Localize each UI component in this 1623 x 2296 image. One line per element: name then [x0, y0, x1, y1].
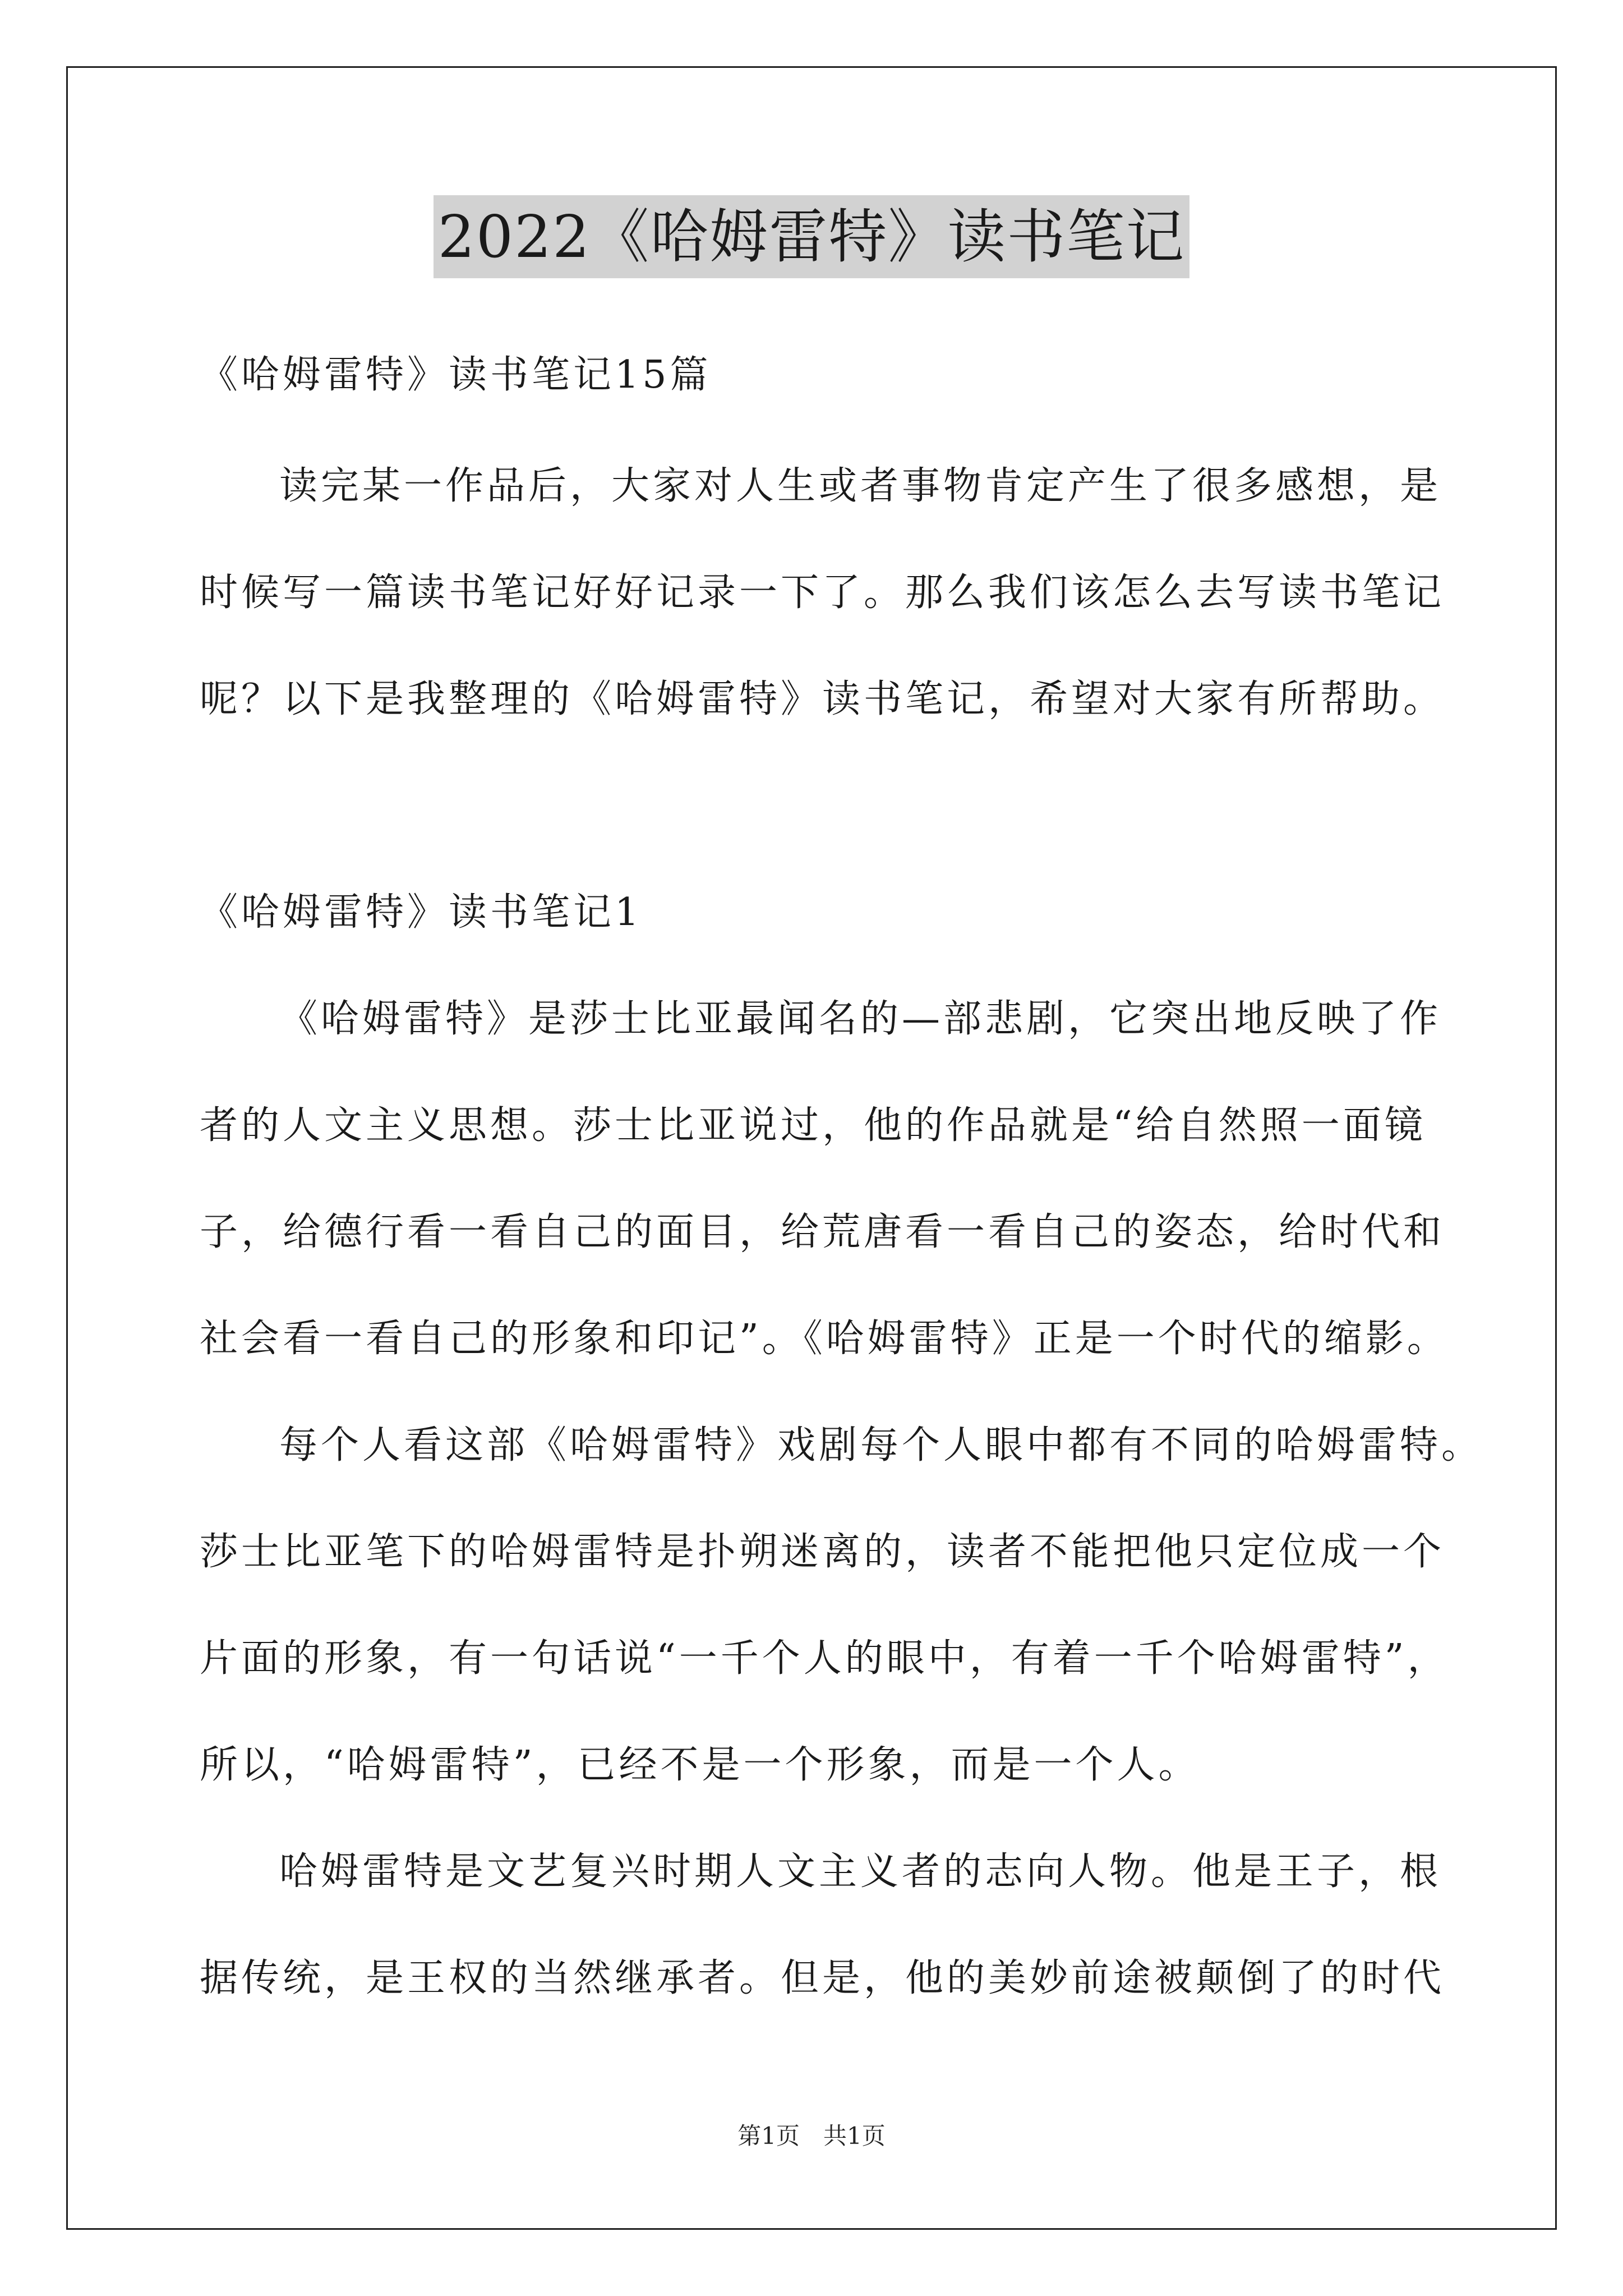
- body-line-3: 子，给德行看一看自己的面目，给荒唐看一看自己的姿态，给时代和: [200, 1210, 1445, 1254]
- body-line-1: 《哈姆雷特》是莎士比亚最闻名的—部悲剧，它突出地反映了作: [279, 997, 1442, 1041]
- intro-line-1: 读完某一作品后，大家对人生或者事物肯定产生了很多感想，是: [279, 464, 1442, 508]
- body-line-4: 社会看一看自己的形象和印记”。《哈姆雷特》正是一个时代的缩影。: [200, 1317, 1449, 1361]
- intro-line-3: 呢？以下是我整理的《哈姆雷特》读书笔记，希望对大家有所帮助。: [200, 677, 1445, 721]
- body-line-2: 者的人文主义思想。莎士比亚说过，他的作品就是“给自然照一面镜: [200, 1103, 1426, 1148]
- body-line-7: 片面的形象，有一句话说“一千个人的眼中，有着一千个哈姆雷特”，: [200, 1636, 1449, 1681]
- body-line-8: 所以，“哈姆雷特”，已经不是一个形象，而是一个人。: [200, 1743, 1200, 1787]
- intro-line-2: 时候写一篇读书笔记好好记录一下了。那么我们该怎么去写读书笔记: [200, 570, 1445, 615]
- section-heading: 《哈姆雷特》读书笔记1: [200, 890, 643, 935]
- body-line-6: 莎士比亚笔下的哈姆雷特是扑朔迷离的，读者不能把他只定位成一个: [200, 1530, 1445, 1574]
- page-footer: 第1页 共1页: [737, 2122, 886, 2150]
- body-line-5: 每个人看这部《哈姆雷特》戏剧每个人眼中都有不同的哈姆雷特。: [279, 1423, 1483, 1467]
- title-container: [0, 195, 1623, 278]
- body-line-9: 哈姆雷特是文艺复兴时期人文主义者的志向人物。他是王子，根: [279, 1849, 1442, 1894]
- body-line-10: 据传统，是王权的当然继承者。但是，他的美妙前途被颠倒了的时代: [200, 1956, 1445, 2000]
- document-title: 2022《哈姆雷特》读书笔记: [434, 195, 1190, 278]
- subtitle: 《哈姆雷特》读书笔记15篇: [200, 353, 712, 397]
